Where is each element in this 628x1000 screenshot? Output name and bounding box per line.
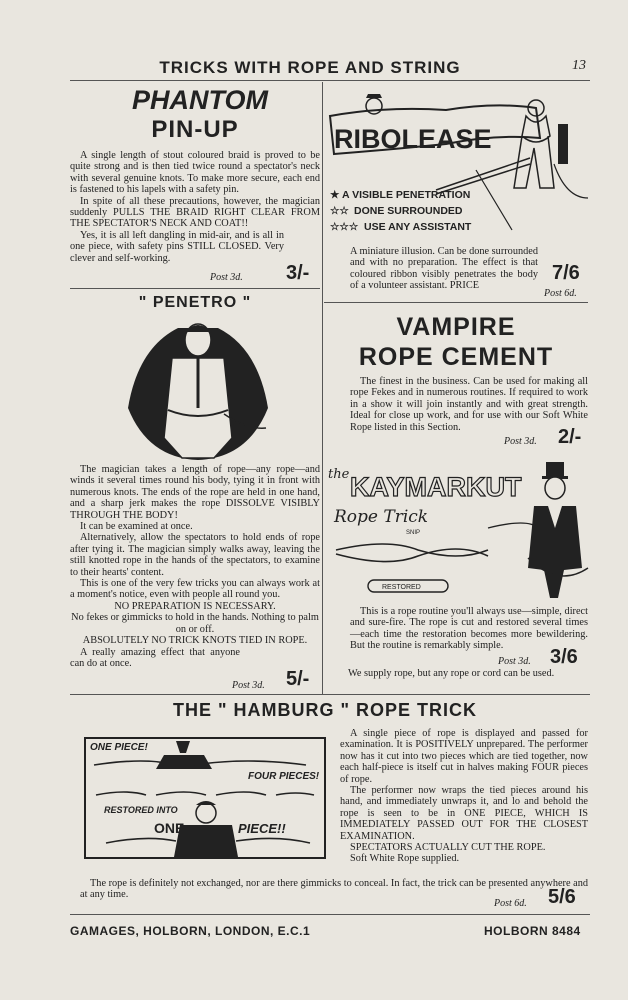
- hamburg-top-rule: [70, 694, 590, 695]
- ribolease-rule: [324, 302, 588, 303]
- phantom-postage: Post 3d.: [210, 272, 243, 283]
- penetro-title: " PENETRO ": [138, 294, 252, 311]
- kaymarkut-art-snip: SNIP: [406, 530, 421, 536]
- penetro-para-1: The magician takes a length of rope—any rope—and winds it several times round his body, tying it in front with numerous knots. The ends of the rope are held in one hand, and a sharp jerk makes the rope DISSOLVE VISIBLY THROUGH THE BODY!: [70, 464, 320, 521]
- phantom-rule: [70, 288, 320, 289]
- hamburg-art-restored: RESTORED INTO: [104, 805, 178, 815]
- hamburg-art-piece: PIECE!!: [238, 821, 286, 836]
- hamburg-drawing: [86, 739, 324, 857]
- ribolease-feature-2: DONE SURROUNDED: [354, 205, 463, 217]
- penetro-para-5: A really amazing effect that anyone can do at once.: [70, 646, 240, 669]
- penetro-callout-3: ABSOLUTELY NO TRICK KNOTS TIED IN ROPE.: [82, 635, 308, 647]
- footer-rule: [70, 914, 590, 915]
- phantom-title: PHANTOM: [131, 85, 268, 115]
- hamburg-price: 5/6: [548, 886, 576, 908]
- ribolease-illustration: [326, 88, 590, 240]
- vampire-postage: Post 3d.: [504, 436, 537, 447]
- phantom-price: 3/-: [286, 262, 310, 284]
- ribolease-art-title: RIBOLEASE: [334, 124, 492, 154]
- penetro-para-4: This is one of the very few tricks you can always work at a moment's notice, even with people all round you.: [70, 578, 320, 601]
- ribolease-drawing: [326, 88, 590, 240]
- hamburg-description: [340, 728, 588, 865]
- penetro-description: [70, 464, 320, 669]
- phantom-pinup-section: [70, 86, 320, 264]
- ribolease-feature-1: A VISIBLE PENETRATION: [342, 189, 471, 201]
- phantom-para-1: A single length of stout coloured braid is proved to be quite strong and is then tied twice round a spectator's neck with several genuine knots. To make more secure, each end is fastened to his lapels with a safety pin.: [70, 150, 320, 196]
- penetro-drawing: [128, 318, 268, 460]
- svg-text:★: ★: [330, 189, 340, 201]
- kaymarkut-art-the: the: [328, 467, 350, 482]
- kaymarkut-art-restored: RESTORED: [382, 584, 421, 591]
- vampire-price: 2/-: [558, 426, 582, 448]
- penetro-callout-1: NO PREPARATION IS NECESSARY.: [114, 600, 276, 612]
- phantom-subtitle: PIN-UP: [151, 116, 239, 143]
- svg-text:☆☆: ☆☆: [330, 205, 349, 217]
- ribolease-postage: Post 6d.: [544, 288, 577, 299]
- penetro-para-3: Alternatively, allow the spectators to hold ends of rope after tying it. The magician simply walks away, leaving the still knotted rope in the hands of the spectators, to examine to their hearts' content.: [70, 532, 320, 578]
- penetro-callout-2: No fekes or gimmicks to hold in the hands. Nothing to palm on or off.: [71, 612, 319, 635]
- hamburg-para-3: SPECTATORS ACTUALLY CUT THE ROPE.: [350, 842, 546, 854]
- hamburg-para-5: The rope is definitely not exchanged, nor are there gimmicks to conceal. In fact, the trick can be presented anywhere and at any time.: [80, 878, 588, 901]
- hamburg-art-one-piece: ONE PIECE!: [90, 742, 148, 753]
- penetro-para-2: It can be examined at once.: [80, 521, 193, 533]
- kaymarkut-art-title: KAYMARKUT: [350, 472, 522, 502]
- penetro-illustration: [128, 318, 268, 460]
- svg-text:☆☆☆: ☆☆☆: [330, 221, 359, 233]
- kaymarkut-note: We supply rope, but any rope or cord can be used.: [348, 668, 555, 679]
- kaymarkut-price: 3/6: [550, 646, 578, 668]
- hamburg-para-2: The performer now wraps the tied pieces around his hand, and immediately unwraps it, and lo and behold the rope is seen to be in ONE PIECE, WHICH IS IMMEDIATELY PASSED OUT FOR THE CLOSEST EXAMINATION.: [340, 785, 588, 842]
- hamburg-art-one: ONE: [154, 820, 185, 836]
- footer-phone: HOLBORN 8484: [484, 924, 581, 938]
- ribolease-text: A miniature illusion. Can be done surrounded and with no preparation. The effect is that coloured ribbon visibly penetrates the body of a volunteer assistant. PRICE: [350, 246, 538, 292]
- kaymarkut-text: This is a rope routine you'll always use—simple, direct and sure-fire. The rope is cut and restored several times—each time the restoration becomes more bewildering. But the routine is remarkably simple.: [350, 606, 588, 652]
- page-title: TRICKS WITH ROPE AND STRING: [159, 58, 461, 77]
- hamburg-art-four-pieces: FOUR PIECES!: [248, 771, 320, 782]
- vampire-subtitle: ROPE CEMENT: [358, 343, 554, 371]
- header-rule: [70, 80, 590, 81]
- phantom-para-3: Yes, it is all left dangling in mid-air, and is all in one piece, with safety pins STILL CLOSED. Very clever and self-working.: [70, 229, 284, 264]
- kaymarkut-art-sub: Rope Trick: [334, 507, 429, 527]
- hamburg-postage: Post 6d.: [494, 898, 527, 909]
- vampire-section: [324, 312, 588, 372]
- hamburg-para-1: A single piece of rope is displayed and passed for examination. It is POSITIVELY unprepared. The performer now has it cut into two pieces which are tied together, now each half-piece is itself cut in halves making FOUR pieces of rope.: [340, 728, 588, 785]
- footer-address: GAMAGES, HOLBORN, LONDON, E.C.1: [70, 924, 311, 938]
- ribolease-feature-3: USE ANY ASSISTANT: [364, 221, 472, 233]
- penetro-price: 5/-: [286, 668, 310, 690]
- kaymarkut-postage: Post 3d.: [498, 656, 531, 667]
- hamburg-illustration: [84, 737, 326, 859]
- penetro-postage: Post 3d.: [232, 680, 265, 691]
- column-divider: [322, 82, 323, 694]
- page-header: [70, 58, 590, 82]
- kaymarkut-description: [350, 606, 588, 652]
- vampire-text: The finest in the business. Can be used for making all rope Fekes and in numerous routines. If required to work in a show it will join instantly and with great strength. Ideal for close up work, and for use with our Soft White Rope listed in this Section.: [350, 376, 588, 433]
- phantom-para-2: In spite of all these precautions, however, the magician suddenly PULLS THE BRAID RIGHT CLEAR FROM THE SPECTATOR'S NECK AND COAT!!: [70, 195, 320, 230]
- hamburg-para-4: Soft White Rope supplied.: [350, 853, 460, 865]
- kaymarkut-note-wrap: [338, 668, 588, 679]
- kaymarkut-illustration: [328, 458, 590, 602]
- vampire-title: VAMPIRE: [396, 313, 516, 341]
- ribolease-price: 7/6: [552, 262, 580, 284]
- kaymarkut-drawing: [328, 458, 590, 602]
- hamburg-title: THE " HAMBURG " ROPE TRICK: [172, 700, 478, 720]
- vampire-description: [350, 376, 588, 433]
- page-number: 13: [572, 58, 586, 73]
